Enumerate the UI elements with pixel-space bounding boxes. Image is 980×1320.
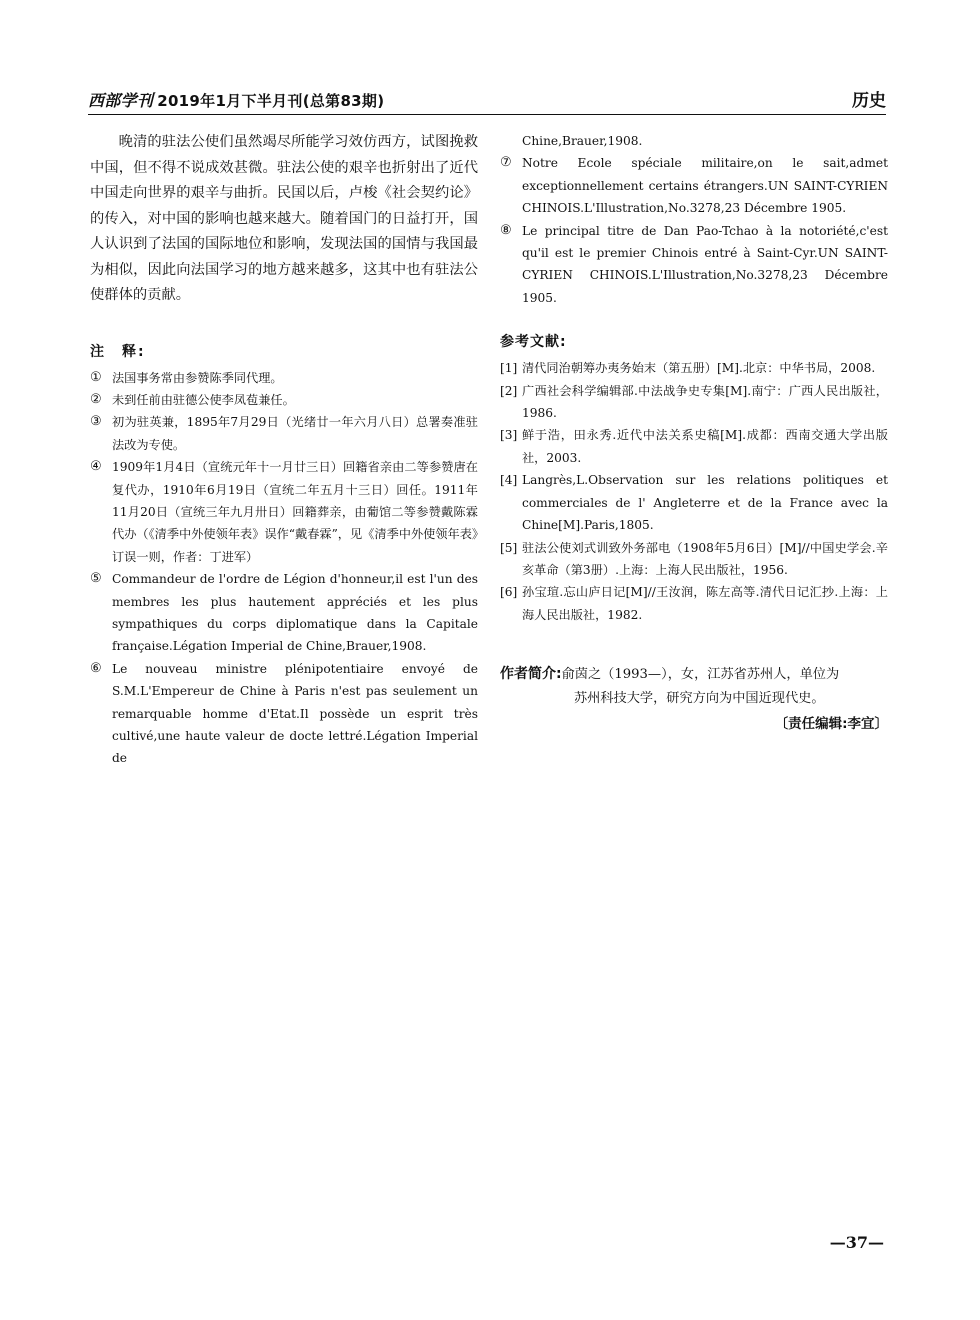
note-text: Commandeur de l'ordre de Légion d'honneur,il est l'un des membres les plus hautement appréciés et les plus sympathiques du corps diplomatique dans la Capitale française.Légation Imperial de Chine,Brauer,1908. xyxy=(112,572,478,654)
note-continuation xyxy=(500,130,888,152)
header-divider xyxy=(88,114,886,115)
note-marker: ⑧ xyxy=(500,222,512,238)
author-bio-line1: 俞茵之（1993—），女，江苏省苏州人，单位为 xyxy=(561,667,840,682)
note-text: 1909年1月4日（宣统元年十一月廿三日）回籍省亲由二等参赞唐在复代办，1910年6月19日（宣统二年五月十三日）回任。1911年11月20日（宣统三年九月卅日）回籍葬亲，由葡馆二等参赞戴陈霖代办（《清季中外使领年表》误作“戴春霖”，见《清季中外使领年表》订误一则，作者：丁进军） xyxy=(112,460,478,564)
note-marker: ⑥ xyxy=(90,660,102,676)
journal-issue-line xyxy=(88,88,384,111)
note-marker: ⑤ xyxy=(90,571,102,587)
notes-heading: 注 释: xyxy=(90,343,146,360)
note-item xyxy=(90,568,478,658)
reference-marker: [4] xyxy=(500,473,518,488)
reference-marker: [3] xyxy=(500,428,518,443)
responsible-editor: 〔责任编辑:李宜〕 xyxy=(774,716,888,732)
section-title: 历史 xyxy=(852,91,886,111)
journal-name: 西部学刊 xyxy=(88,91,154,110)
note-text: Notre Ecole spéciale militaire,on le sait,admet exceptionnellement certains étrangers.UN SAINT-CYRIEN CHINOIS.L'Illustration,No.3278,23 Décembre 1905. xyxy=(522,156,888,216)
reference-item xyxy=(500,537,888,582)
author-bio xyxy=(500,662,888,737)
reference-item xyxy=(500,469,888,536)
references-list xyxy=(500,357,888,626)
right-column xyxy=(500,130,888,626)
reference-text: 清代同治朝筹办夷务始末（第五册）[M].北京：中华书局，2008. xyxy=(522,361,876,376)
reference-item xyxy=(500,380,888,425)
note-marker: ① xyxy=(90,369,102,385)
page-header xyxy=(88,86,886,114)
note-item xyxy=(90,411,478,456)
issue-info: 2019年1月下半月刊(总第83期) xyxy=(157,92,385,110)
reference-text: 鲜于浩，田永秀.近代中法关系史稿[M].成都：西南交通大学出版社，2003. xyxy=(522,428,888,465)
note-text: 初为驻英兼，1895年7月29日（光绪廿一年六月八日）总署奏准驻法改为专使。 xyxy=(112,415,478,452)
note-text: Le nouveau ministre plénipotentiaire envoyé de S.M.L'Empereur de Chine à Paris n'est pas seulement un remarquable homme d'Etat.Il possède un esprit très cultivé,une haute valeur de docte lettré.Légation Imperial de xyxy=(112,661,478,766)
note-item xyxy=(90,658,478,770)
note-marker: ⑦ xyxy=(500,155,512,171)
note-continuation-text: Chine,Brauer,1908. xyxy=(522,134,643,148)
author-label: 作者简介: xyxy=(500,666,562,682)
note-marker: ② xyxy=(90,391,102,407)
reference-text: 广西社会科学编辑部.中法战争史专集[M].南宁：广西人民出版社，1986. xyxy=(522,383,888,421)
note-text: Le principal titre de Dan Pao-Tchao à la notoriété,c'est qu'il est le premier Chinois entré à Saint-Cyr.UN SAINT-CYRIEN CHINOIS.L'Illustration,No.3278,23 Décembre 1905. xyxy=(522,223,888,305)
note-item xyxy=(500,220,888,310)
page-number: —37— xyxy=(829,1233,884,1252)
left-column xyxy=(90,130,478,770)
reference-text: Langrès,L.Observation sur les relations politiques et commerciales de l' Angleterre et de la France avec la Chine[M].Paris,1805. xyxy=(522,473,888,533)
reference-marker: [5] xyxy=(500,540,518,555)
note-item xyxy=(90,389,478,411)
notes-list xyxy=(90,367,478,770)
note-item xyxy=(90,367,478,389)
body-paragraph: 晚清的驻法公使们虽然竭尽所能学习效仿西方，试图挽救中国，但不得不说成效甚微。驻法公使的艰辛也折射出了近代中国走向世界的艰辛与曲折。民国以后，卢梭《社会契约论》的传入，对中国的影响也越来越大。随着国门的日益打开，国人认识到了法国的国际地位和影响，发现法国的国情与我国最为相似，因此向法国学习的地方越来越多，这其中也有驻法公使群体的贡献。 xyxy=(90,134,478,303)
author-bio-line2: 苏州科技大学，研究方向为中国近现代史。 xyxy=(574,691,825,706)
note-text: 未到任前由驻德公使李凤苞兼任。 xyxy=(112,392,295,407)
reference-marker: [2] xyxy=(500,383,518,398)
note-text: 法国事务常由参赞陈季同代理。 xyxy=(112,370,283,385)
references-heading: 参考文献: xyxy=(500,334,567,351)
note-item xyxy=(500,152,888,219)
reference-item xyxy=(500,357,888,379)
note-item xyxy=(90,456,478,568)
reference-item xyxy=(500,424,888,469)
note-marker: ④ xyxy=(90,459,102,475)
reference-text: 孙宝瑄.忘山庐日记[M]//王汝润，陈左高等.清代日记汇抄.上海：上海人民出版社，1982. xyxy=(522,585,888,622)
reference-text: 驻法公使刘式训致外务部电（1908年5月6日）[M]//中国史学会.辛亥革命（第3册）.上海：上海人民出版社，1956. xyxy=(522,540,888,577)
reference-marker: [1] xyxy=(500,361,518,376)
reference-marker: [6] xyxy=(500,585,518,600)
reference-item xyxy=(500,581,888,626)
note-marker: ③ xyxy=(90,414,102,430)
